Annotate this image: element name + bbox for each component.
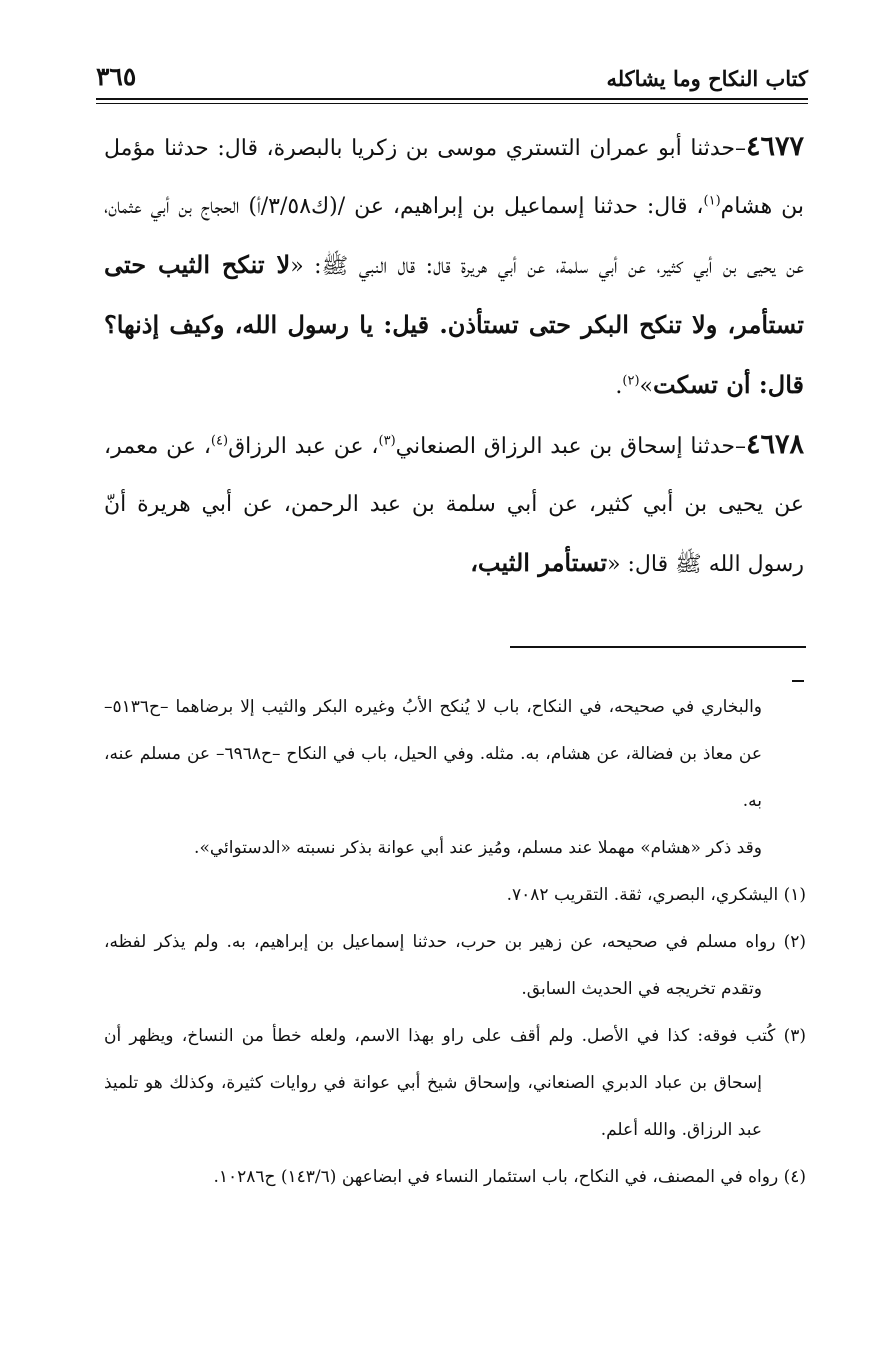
footnote-continuation: والبخاري في صحيحه، في النكاح، باب لا يُنكح الأبُ وغيره البكر والثيب إلا برضاهما –ح٥١٣٦– عن معاذ بن فضالة، عن هشام، به. مثله. وفي الحيل، باب في النكاح –ح٦٩٦٨– عن مسلم عنه، به.: [104, 697, 762, 811]
footnote-continuation-mark: [792, 680, 804, 682]
footnote-ref: (٤): [210, 433, 229, 449]
main-text: [104, 118, 804, 594]
footnote-ref: (٣): [378, 433, 396, 449]
footnote-ref: (١): [703, 193, 721, 209]
hadith-number: ٤٦٧٧: [745, 131, 804, 162]
isnad-text: –حدثنا إسحاق بن عبد الرزاق الصنعاني: [395, 434, 746, 459]
footnote-1: (١) اليشكري، البصري، ثقة. التقريب ٧٠٨٢.: [506, 885, 806, 905]
isnad-text: ، عن معمر، عن يحيى بن أبي كثير، عن أبي سلمة بن عبد الرحمن، عن أبي هريرة أنّ رسول الله ﷺ قال: «: [104, 434, 804, 577]
footnotes: [104, 684, 806, 1201]
running-title: كتاب النكاح وما يشاكله: [606, 66, 808, 91]
isnad-text: –حدثنا أبو عمران التستري موسى بن زكريا بالبصرة، قال: حدثنا مؤمل بن هشام: [104, 136, 804, 219]
matn-text: تستأمر الثيب،: [470, 548, 608, 577]
isnad-text: ، قال: حدثنا إسماعيل بن إبراهيم، عن /(ك٣/٥٨/أ) الحجاج بن أبي عثمان، عن يحيى بن أبي كثير، عن أبي سلمة، عن أبي هريرة قال: قال النبي ﷺ: «: [104, 194, 805, 279]
header-rule: [96, 98, 808, 104]
footnote-ref: (٢): [622, 373, 640, 389]
hadith-4677: [104, 118, 804, 416]
page-header: [96, 62, 808, 96]
footnote-4: (٤) رواه في المصنف، في النكاح، باب استئمار النساء في ابضاعهن (١٤٣/٦) ح١٠٢٨٦.: [213, 1167, 806, 1187]
isnad-text: ، عن عبد الرزاق: [228, 434, 379, 459]
closing-quote: »: [639, 374, 653, 399]
footnote-separator: [510, 646, 806, 648]
footnote-3: (٣) كُتب فوقه: كذا في الأصل. ولم أقف على راو بهذا الاسم، ولعله خطأ من النساخ، ويظهر أن إسحاق بن عباد الدبري الصنعاني، وإسحاق شيخ أبي عوانة في روايات كثيرة، وكذلك هو تلميذ عبد الرزاق. والله أعلم.: [104, 1026, 806, 1140]
matn-text: لا تنكح الثيب حتى تستأمر، ولا تنكح البكر حتى تستأذن. قيل: يا رسول الله، وكيف إذنها؟ قال: أن تسكت: [104, 250, 804, 399]
end-mark: .: [615, 374, 623, 399]
footnote-2: (٢) رواه مسلم في صحيحه، عن زهير بن حرب، حدثنا إسماعيل بن إبراهيم، به. ولم يذكر لفظه، وتقدم تخريجه في الحديث السابق.: [104, 932, 806, 999]
hadith-4678: [104, 416, 804, 594]
hadith-number: ٤٦٧٨: [745, 429, 804, 460]
footnote-continuation: وقد ذكر «هشام» مهملا عند مسلم، ومُيز عند أبي عوانة بذكر نسبته «الدستوائي».: [194, 838, 762, 858]
page-number: ٣٦٥: [96, 62, 137, 91]
